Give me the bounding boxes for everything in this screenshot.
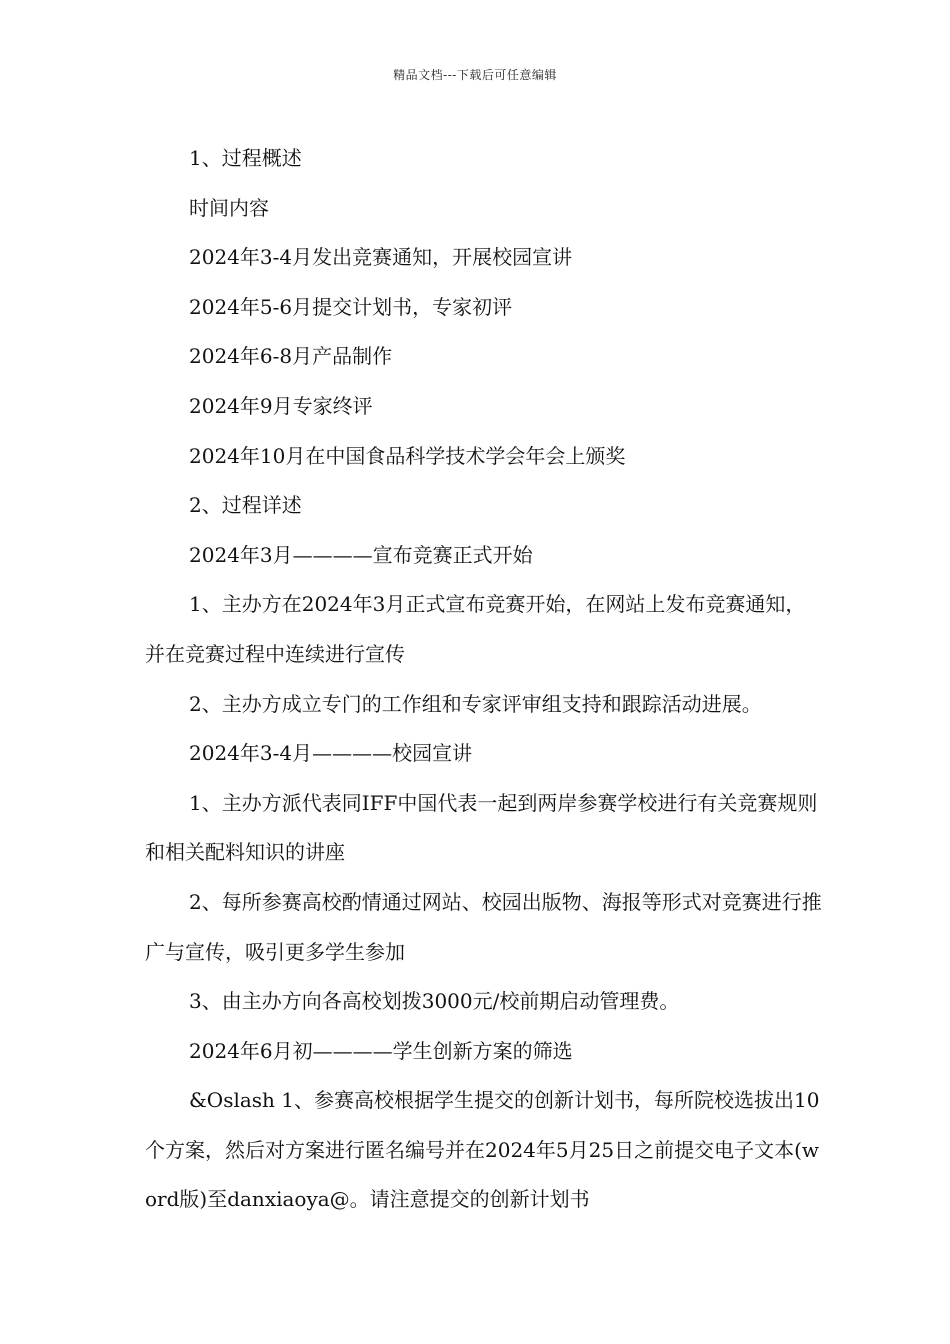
- paragraph: 2、每所参赛高校酌情通过网站、校园出版物、海报等形式对竞赛进行推广与宣传，吸引更多学生参加: [145, 889, 822, 964]
- section-heading: 2024年3月————宣布竞赛正式开始: [189, 542, 533, 567]
- timeline-item: 2024年6-8月产品制作: [189, 344, 393, 369]
- page-header: 精品文档---下载后可任意编辑: [393, 68, 557, 82]
- paragraph-time-content: 时间内容: [189, 195, 269, 220]
- heading-process-details: 2、过程详述: [189, 493, 302, 518]
- timeline-item: 2024年10月在中国食品科学技术学会年会上颁奖: [189, 443, 626, 468]
- paragraph: 1、主办方派代表同IFF中国代表一起到两岸参赛学校进行有关竞赛规则和相关配料知识的讲座: [145, 790, 818, 865]
- paragraph: &Oslash 1、参赛高校根据学生提交的创新计划书，每所院校选拔出10个方案，然后对方案进行匿名编号并在2024年5月25日之前提交电子文本(word版)至danxiaoya@。请注意提交的创新计划书: [145, 1088, 820, 1212]
- paragraph: 1、主办方在2024年3月正式宣布竞赛开始，在网站上发布竞赛通知，并在竞赛过程中连续进行宣传: [145, 592, 806, 666]
- document-body: [145, 134, 825, 1225]
- timeline-item: 2024年5-6月提交计划书，专家初评: [189, 294, 513, 319]
- heading-process-overview: 1、过程概述: [189, 146, 302, 170]
- section-heading: 2024年6月初————学生创新方案的筛选: [189, 1038, 573, 1063]
- paragraph: 2、主办方成立专门的工作组和专家评审组支持和跟踪活动进展。: [189, 691, 762, 716]
- timeline-item: 2024年3-4月发出竞赛通知，开展校园宣讲: [189, 245, 573, 270]
- section-heading: 2024年3-4月————校园宣讲: [189, 741, 473, 766]
- paragraph: 3、由主办方向各高校划拨3000元/校前期启动管理费。: [189, 989, 680, 1014]
- timeline-item: 2024年9月专家终评: [189, 393, 373, 418]
